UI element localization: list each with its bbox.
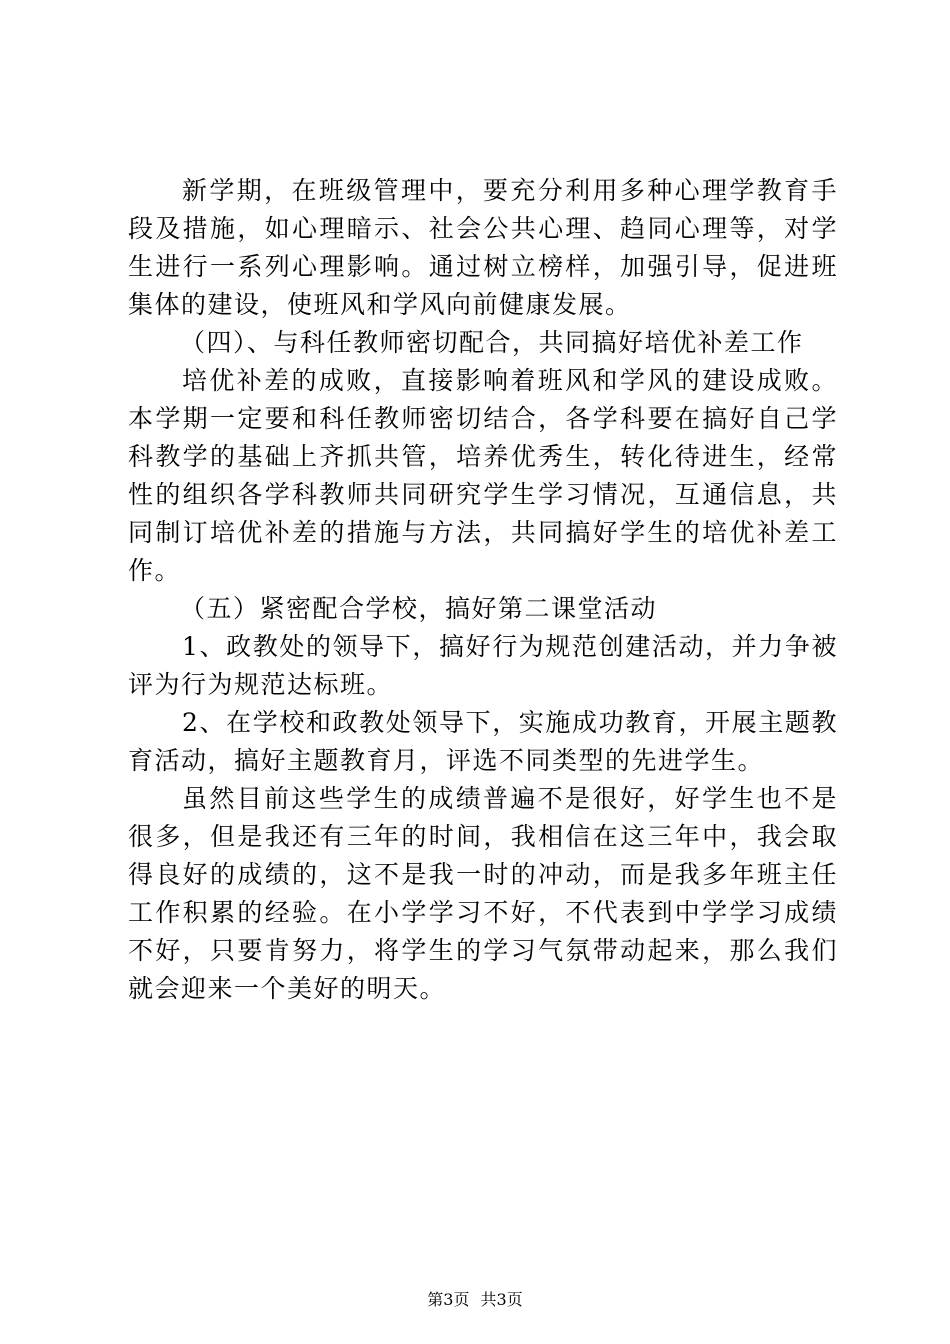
document-body [128, 172, 838, 1008]
list-item-2: 2、在学校和政教处领导下，实施成功教育，开展主题教育活动，搞好主题教育月，评选不同类型的先进学生。 [128, 708, 838, 775]
list-item-1: 1、政教处的领导下，搞好行为规范创建活动，并力争被评为行为规范达标班。 [128, 632, 838, 699]
paragraph-tutoring: 培优补差的成败，直接影响着班风和学风的建设成败。本学期一定要和科任教师密切结合，各学科要在搞好自己学科教学的基础上齐抓共管，培养优秀生，转化待进生，经常性的组织各学科教师共同研究学生学习情况，互通信息，共同制订培优补差的措施与方法，共同搞好学生的培优补差工作。 [128, 366, 838, 585]
paragraph-conclusion: 虽然目前这些学生的成绩普遍不是很好，好学生也不是很多，但是我还有三年的时间，我相信在这三年中，我会取得良好的成绩的，这不是我一时的冲动，而是我多年班主任工作积累的经验。在小学学习不好，不代表到中学学习成绩不好，只要肯努力，将学生的学习气氛带动起来，那么我们就会迎来一个美好的明天。 [128, 784, 838, 1003]
section-heading-5: （五）紧密配合学校，搞好第二课堂活动 [180, 594, 658, 623]
page-total: 共3页 [480, 1290, 523, 1309]
page-footer [0, 1290, 950, 1310]
page-number: 第3页 [427, 1290, 470, 1309]
paragraph-class-management: 新学期，在班级管理中，要充分利用多种心理学教育手段及措施，如心理暗示、社会公共心理、趋同心理等，对学生进行一系列心理影响。通过树立榜样，加强引导，促进班集体的建设，使班风和学风向前健康发展。 [128, 176, 838, 319]
section-heading-4: （四）、与科任教师密切配合，共同搞好培优补差工作 [180, 328, 804, 357]
